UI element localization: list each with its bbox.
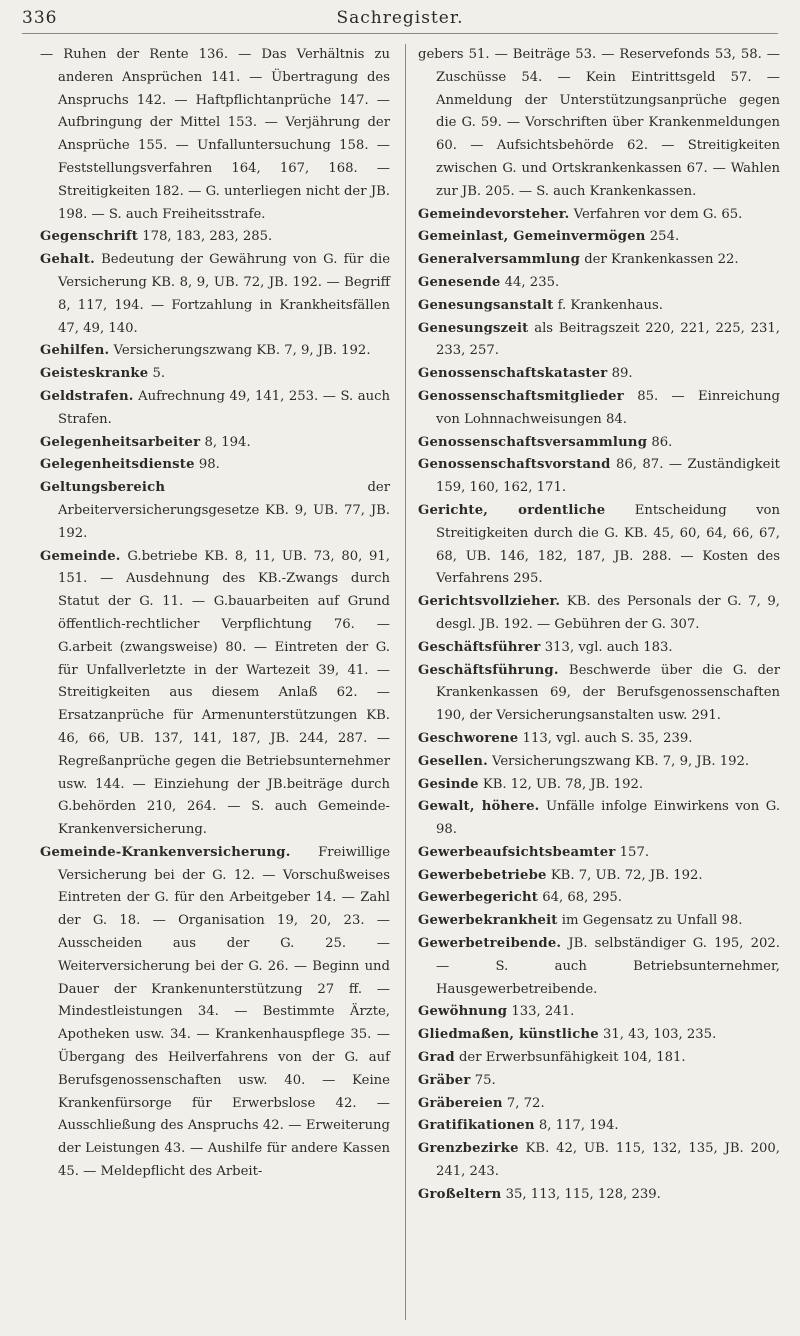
column-divider bbox=[405, 44, 406, 1320]
index-entry bbox=[418, 887, 780, 910]
index-entry bbox=[418, 637, 780, 660]
index-entry-text: 254. bbox=[645, 229, 680, 245]
index-entry bbox=[418, 272, 780, 295]
index-entry bbox=[40, 340, 390, 363]
index-term: Gemeinlast, Gemeinvermögen bbox=[418, 229, 646, 245]
index-term: Großeltern bbox=[418, 1186, 502, 1202]
index-entry bbox=[418, 1024, 780, 1047]
index-term: Gemeinde. bbox=[40, 548, 121, 564]
index-entry-text: 86, 87. — Zuständigkeit 159, 160, 162, 171. bbox=[436, 457, 780, 496]
index-term: Gewerbetreibende. bbox=[418, 936, 562, 952]
index-term: Gelegenheitsdienste bbox=[40, 457, 195, 473]
index-entry bbox=[418, 1047, 780, 1070]
index-entry-text: 8, 194. bbox=[200, 434, 251, 450]
index-entry bbox=[418, 500, 780, 591]
index-term: Gräber bbox=[418, 1072, 471, 1088]
index-entry-text: Entscheidung von Streitigkeiten durch die G. KB. 45, 60, 64, 66, 67, 68, UB. 146, 182, 187, JB. 288. — Kosten des Verfahrens 295. bbox=[436, 502, 780, 587]
index-entry-text: im Gegensatz zu Unfall 98. bbox=[557, 913, 743, 929]
index-entry-text: Aufrechnung 49, 141, 253. — S. auch Strafen. bbox=[58, 388, 390, 427]
index-term: Gräbereien bbox=[418, 1095, 503, 1111]
index-term: Gemeinde-Krankenversicherung. bbox=[40, 844, 291, 860]
index-entry-text: Versicherungszwang KB. 7, 9, JB. 192. bbox=[109, 343, 371, 359]
index-term: Gewerbegericht bbox=[418, 890, 539, 906]
index-entry-text: 5. bbox=[148, 366, 166, 382]
index-entry bbox=[418, 865, 780, 888]
index-entry-text: Beschwerde über die G. der Krankenkassen 69, der Berufsgenossenschaften 190, der Versicherungsanstalten usw. 291. bbox=[436, 662, 780, 724]
index-entry bbox=[418, 386, 780, 432]
index-entry bbox=[40, 842, 390, 1184]
page-number: 336 bbox=[22, 8, 58, 28]
index-entry-text: G.betriebe KB. 8, 11, UB. 73, 80, 91, 151. — Ausdehnung des KB.-Zwangs durch Statut der G. 11. — G.bauarbeiten auf Grund öffentlich-rechtlicher Verpflichtung 76. — G.arbeit (zwangsweise) 80. — Eintreten der G. für Unfallverletzte in der Wartezeit 39, 41. — Streitigkeiten aus diesem Anlaß 62. — Ersatzanprüche für Armenunterstützungen KB. 46, 66, UB. 137, 141, 187, JB. 244, 287. — Regreßanprüche gegen die Betriebsunternehmer usw. 144. — Einziehung der JB.beiträge durch G.behörden 210, 264. — S. auch Gemeinde-Krankenversicherung. bbox=[58, 548, 390, 838]
index-entry bbox=[418, 44, 780, 204]
index-entry bbox=[418, 1138, 780, 1184]
index-term: Gegenschrift bbox=[40, 229, 139, 245]
index-term: Geschäftsführer bbox=[418, 639, 541, 655]
index-entry-text: JB. selbständiger G. 195, 202. — S. auch Betriebsunternehmer, Hausgewerbetreibende. bbox=[436, 936, 780, 997]
index-entry-text: KB. 12, UB. 78, JB. 192. bbox=[478, 776, 644, 792]
index-entry bbox=[40, 363, 390, 386]
index-entry bbox=[40, 226, 390, 249]
index-term: Gehilfen. bbox=[40, 343, 110, 359]
index-entry bbox=[418, 1115, 780, 1138]
index-entry-text: f. Krankenhaus. bbox=[553, 297, 663, 313]
index-entry bbox=[40, 454, 390, 477]
index-entry-text: gebers 51. — Beiträge 53. — Reservefonds 53, 58. — Zuschüsse 54. — Kein Eintrittsgeld 57. — Anmeldung der Unterstützungsanprüche gegen die G. 59. — Vorschriften über Krankenmeldungen 60. — Aufsichtsbehörde 62. — Streitigkeiten zwischen G. und Ortskrankenkassen 67. — Wahlen zur JB. 205. — S. auch Krankenkassen. bbox=[418, 47, 780, 199]
index-entry-text: 98. bbox=[194, 457, 220, 473]
index-entry bbox=[418, 910, 780, 933]
index-entry bbox=[418, 295, 780, 318]
index-term: Gewalt, höhere. bbox=[418, 799, 540, 815]
index-entry-text: 7, 72. bbox=[502, 1095, 545, 1111]
index-term: Geschäftsführung. bbox=[418, 662, 559, 678]
index-entry-text: KB. des Personals der G. 7, 9, desgl. JB. 192. — Gebühren der G. 307. bbox=[436, 594, 780, 632]
index-term: Grenzbezirke bbox=[418, 1141, 519, 1157]
index-entry bbox=[418, 318, 780, 364]
index-entry-text: Bedeutung der Gewährung von G. für die Versicherung KB. 8, 9, UB. 72, JB. 192. — Begriff 8, 117, 194. — Fortzahlung in Krankheitsfällen 47, 49, 140. bbox=[58, 252, 390, 336]
index-term: Gewerbebetriebe bbox=[418, 867, 547, 883]
index-term: Gewerbeaufsichtsbeamter bbox=[418, 844, 616, 860]
index-term: Genossenschaftsvorstand bbox=[418, 457, 611, 473]
index-term: Genossenschaftsversammlung bbox=[418, 434, 648, 450]
index-entry-text: 75. bbox=[470, 1072, 496, 1088]
index-term: Gemeindevorsteher. bbox=[418, 206, 570, 222]
index-entry-text: 133, 241. bbox=[507, 1004, 575, 1020]
index-entry bbox=[418, 751, 780, 774]
index-entry-text: KB. 7, UB. 72, JB. 192. bbox=[546, 867, 703, 883]
index-entry bbox=[418, 728, 780, 751]
index-entry bbox=[40, 546, 390, 842]
index-term: Gerichtsvollzieher. bbox=[418, 594, 561, 610]
index-entry-text: der Arbeiterversicherungsgesetze KB. 9, UB. 77, JB. 192. bbox=[58, 480, 390, 541]
index-entry-text: der Erwerbsunfähigkeit 104, 181. bbox=[454, 1050, 686, 1066]
index-entry bbox=[40, 432, 390, 455]
index-term: Gelegenheitsarbeiter bbox=[40, 434, 201, 450]
index-entry bbox=[40, 249, 390, 340]
index-term: Geldstrafen. bbox=[40, 388, 134, 404]
index-entry bbox=[40, 44, 390, 226]
index-term: Gewerbekrankheit bbox=[418, 913, 558, 929]
index-term: Genossenschaftsmitglieder bbox=[418, 388, 624, 404]
index-entry-text: der Krankenkassen 22. bbox=[580, 252, 739, 268]
index-entry bbox=[40, 386, 390, 432]
index-entry bbox=[418, 591, 780, 637]
index-entry-text: Verfahren vor dem G. 65. bbox=[569, 206, 743, 222]
index-entry bbox=[418, 204, 780, 227]
index-column-right bbox=[418, 44, 780, 1207]
index-term: Gewöhnung bbox=[418, 1004, 508, 1020]
header-rule bbox=[22, 33, 778, 34]
index-term: Gesellen. bbox=[418, 753, 488, 769]
index-entry-text: 8, 117, 194. bbox=[534, 1118, 619, 1134]
index-term: Genesungsanstalt bbox=[418, 297, 554, 313]
index-term: Gliedmaßen, künstliche bbox=[418, 1027, 599, 1043]
page-header-title: Sachregister. bbox=[336, 8, 464, 28]
index-entry-text: 113, vgl. auch S. 35, 239. bbox=[518, 730, 693, 746]
index-term: Gehalt. bbox=[40, 252, 95, 268]
index-entry-text: 31, 43, 103, 235. bbox=[598, 1027, 717, 1043]
index-entry-text: Unfälle infolge Einwirkens von G. 98. bbox=[436, 799, 781, 838]
index-entry bbox=[418, 933, 780, 1001]
index-entry-text: KB. 42, UB. 115, 132, 135, JB. 200, 241, 243. bbox=[436, 1141, 780, 1180]
index-entry bbox=[40, 477, 390, 545]
index-entry bbox=[418, 1001, 780, 1024]
index-term: Geschworene bbox=[418, 730, 519, 746]
index-column-left bbox=[40, 44, 390, 1184]
index-entry bbox=[418, 660, 780, 728]
index-term: Genesende bbox=[418, 274, 501, 290]
index-entry-text: 85. — Einreichung von Lohnnachweisungen 84. bbox=[436, 388, 780, 427]
index-term: Geltungsbereich bbox=[40, 480, 166, 496]
index-term: Genossenschaftskataster bbox=[418, 366, 608, 382]
index-term: Generalversammlung bbox=[418, 252, 581, 268]
index-entry-text: — Ruhen der Rente 136. — Das Verhältnis zu anderen Ansprüchen 141. — Übertragung des Anspruchs 142. — Haftpflichtanprüche 147. — Aufbringung der Mittel 153. — Verjährung der Ansprüche 155. — Unfalluntersuchung 158. — Feststellungsverfahren 164, 167, 168. — Streitigkeiten 182. — G. unterliegen nicht der JB. 198. — S. auch Freiheitsstrafe. bbox=[40, 47, 390, 222]
index-entry-text: Versicherungszwang KB. 7, 9, JB. 192. bbox=[487, 753, 750, 769]
index-entry-text: 64, 68, 295. bbox=[538, 890, 622, 906]
index-entry-text: 89. bbox=[607, 366, 633, 382]
index-term: Genesungszeit bbox=[418, 320, 529, 336]
index-entry bbox=[418, 226, 780, 249]
index-term: Gratifikationen bbox=[418, 1118, 535, 1134]
index-entry-text: 178, 183, 283, 285. bbox=[138, 229, 273, 245]
index-entry bbox=[418, 1184, 780, 1207]
index-entry bbox=[418, 796, 780, 842]
index-term: Gesinde bbox=[418, 776, 479, 792]
index-entry bbox=[418, 842, 780, 865]
index-entry-text: Freiwillige Versicherung bei der G. 12. — Vorschußweises Eintreten der G. für den Arbeitgeber 14. — Zahl der G. 18. — Organisation 19, 20, 23. — Ausscheiden aus der G. 25. — Weiterversicherung bei der G. 26. — Beginn und Dauer der Krankenunterstützung 27 ff. — Mindestleistungen 34. — Bestimmte Ärzte, Apotheken usw. 34. — Krankenhauspflege 35. — Übergang des Heilverfahrens von der G. auf Berufsgenossenschaften usw. 40. — Keine Krankenfürsorge für Erwerbslose 42. — Ausschließung des Anspruchs 42. — Erweiterung der Leistungen 43. — Aushilfe für andere Kassen 45. — Meldepflicht des Arbeit- bbox=[58, 844, 390, 1180]
index-entry bbox=[418, 1070, 780, 1093]
running-head bbox=[22, 8, 778, 34]
index-entry bbox=[418, 363, 780, 386]
index-entry-text: 44, 235. bbox=[500, 274, 560, 290]
index-term: Geisteskranke bbox=[40, 366, 149, 382]
index-entry-text: als Beitragszeit 220, 221, 225, 231, 233, 257. bbox=[436, 320, 780, 359]
index-entry-text: 313, vgl. auch 183. bbox=[540, 639, 673, 655]
index-entry bbox=[418, 249, 780, 272]
index-entry-text: 157. bbox=[615, 844, 650, 860]
index-term: Gerichte, ordentliche bbox=[418, 502, 606, 518]
index-entry-text: 35, 113, 115, 128, 239. bbox=[501, 1186, 661, 1202]
index-entry-text: 86. bbox=[647, 434, 673, 450]
index-term: Grad bbox=[418, 1050, 455, 1066]
index-entry bbox=[418, 1093, 780, 1116]
index-entry bbox=[418, 774, 780, 797]
index-entry bbox=[418, 432, 780, 455]
index-entry bbox=[418, 454, 780, 500]
